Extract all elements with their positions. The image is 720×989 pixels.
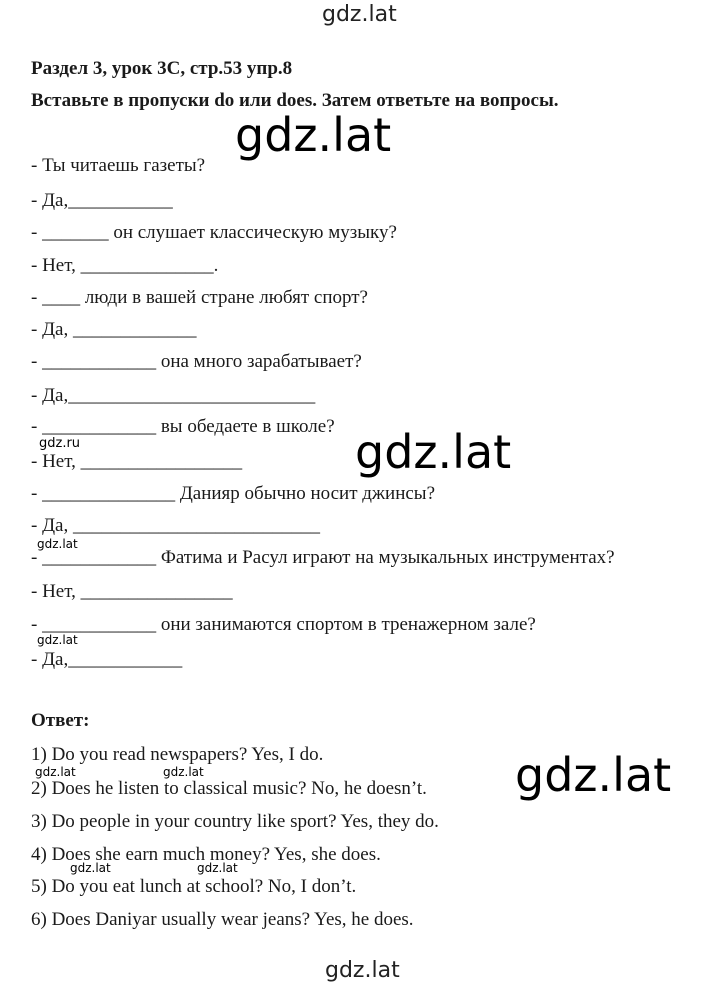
watermark-large: gdz.lat [515,748,672,802]
watermark-large: gdz.lat [355,425,512,479]
exercise-line: - Да,__________________________ [31,385,316,406]
exercise-line: - Да, _____________ [31,319,197,340]
exercise-line: - Нет, _________________ [31,451,243,472]
answer-line: 5) Do you eat lunch at school? No, I don’t. [31,876,357,897]
exercise-line: - _______ он слушает классическую музыку? [31,222,397,243]
answer-line: 1) Do you read newspapers? Yes, I do. [31,744,324,765]
exercise-line: - ____________ она много зарабатывает? [31,351,362,372]
header-watermark: gdz.lat [322,2,397,27]
exercise-line: - ____________ вы обедаете в школе? [31,416,335,437]
exercise-line: - ____ люди в вашей стране любят спорт? [31,287,368,308]
watermark-small: gdz.lat [163,765,204,779]
watermark-large: gdz.lat [235,108,392,162]
answer-line: 6) Does Daniyar usually wear jeans? Yes, he does. [31,909,414,930]
footer-watermark: gdz.lat [325,958,400,983]
exercise-line: - Ты читаешь газеты? [31,155,206,176]
watermark-small: gdz.lat [70,861,111,875]
answer-line: 2) Does he listen to classical music? No, he doesn’t. [31,778,427,799]
instruction: Вставьте в пропуски do или does. Затем ответьте на вопросы. [31,90,559,111]
watermark-small: gdz.lat [197,861,238,875]
exercise-line: - Да,___________ [31,190,173,211]
watermark-small: gdz.ru [39,436,81,451]
watermark-small: gdz.lat [37,633,78,647]
exercise-line: - Нет, ________________ [31,581,233,602]
answer-line: 3) Do people in your country like sport? Yes, they do. [31,811,439,832]
exercise-line: - ______________ Данияр обычно носит джинсы? [31,483,436,504]
exercise-line: - ____________ они занимаются спортом в тренажерном зале? [31,614,536,635]
page-title: Раздел 3, урок 3С, стр.53 упр.8 [31,58,293,79]
exercise-line: - Нет, ______________. [31,255,219,276]
answer-heading: Ответ: [31,710,90,731]
exercise-line: - Да,____________ [31,649,183,670]
exercise-line: - ____________ Фатима и Расул играют на музыкальных инструментах? [31,547,615,568]
exercise-line: - Да, __________________________ [31,515,320,536]
watermark-small: gdz.lat [35,765,76,779]
watermark-small: gdz.lat [37,537,78,551]
answer-line: 4) Does she earn much money? Yes, she does. [31,844,381,865]
